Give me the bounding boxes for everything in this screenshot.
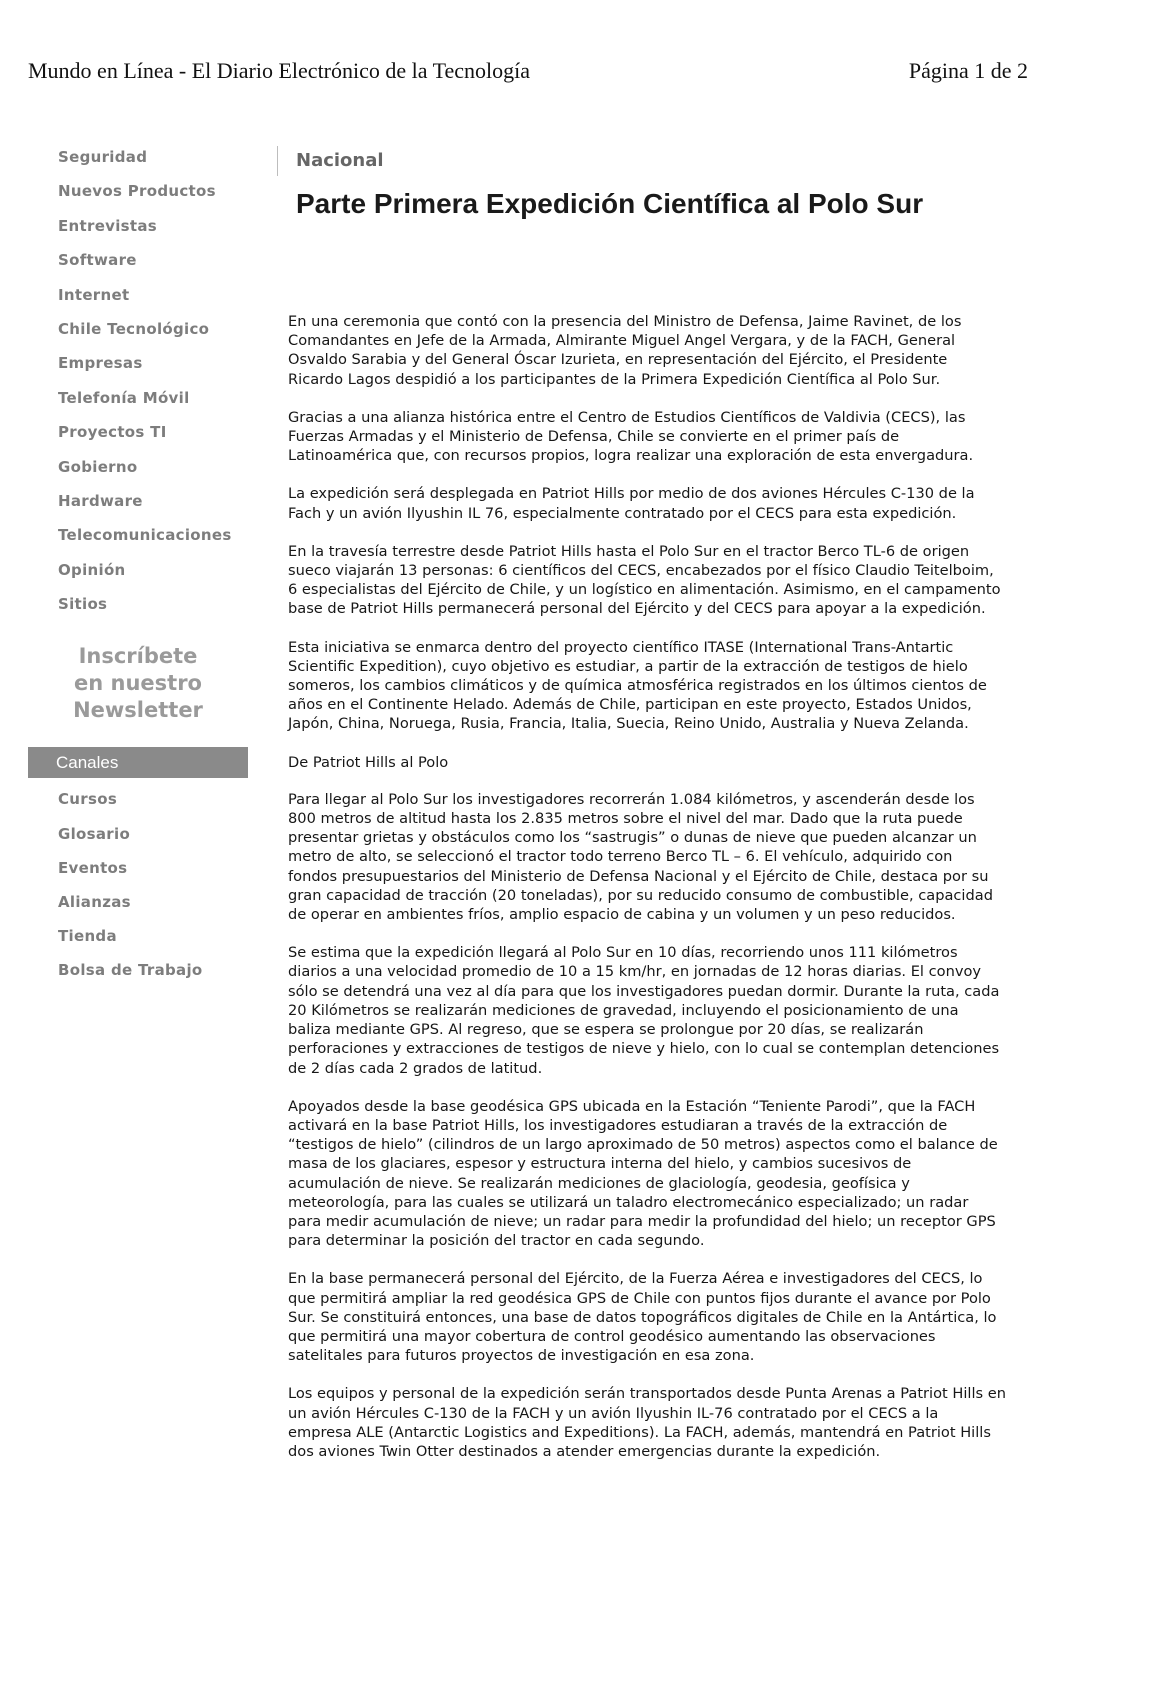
sidebar-item-eventos[interactable]: Eventos [58, 858, 128, 877]
sidebar-item-proyectos-ti[interactable]: Proyectos TI [58, 423, 167, 442]
site-title: Mundo en Línea - El Diario Electrónico de la Tecnología [28, 58, 531, 83]
article-title: Parte Primera Expedición Científica al Polo Sur [296, 188, 924, 219]
sidebar-item-hardware[interactable]: Hardware [58, 491, 143, 510]
channels-heading: Canales [28, 747, 248, 778]
newsletter-line: Newsletter [73, 698, 203, 723]
newsletter-signup-button[interactable] [28, 643, 248, 724]
sidebar-item-opinion[interactable]: Opinión [58, 560, 126, 579]
article-paragraph: Los equipos y personal de la expedición serán transportados desde Punta Arenas a Patriot Hills en un avión Hércules C-130 de la FACH y un avión Ilyushin IL-76 contratado por el CECS a la empresa ALE (Antarctic Logistics and Expeditions). La FACH, además, mantendrá en Patriot Hills dos aviones Twin Otter destinados a atender emergencias durante la expedición. [288, 1385, 1007, 1460]
channels-nav [28, 782, 246, 987]
page-indicator: Página 1 de 2 [908, 58, 1028, 83]
sidebar-item-cursos[interactable]: Cursos [58, 790, 118, 809]
sidebar-item-telefonia-movil[interactable]: Telefonía Móvil [58, 388, 190, 407]
article-paragraph: Esta iniciativa se enmarca dentro del proyecto científico ITASE (International Trans-Antartic Scientific Expedition), cuyo objetivo es estudiar, a partir de la extracción de testigos de hielo someros, los cambios climáticos y de química atmosférica registrados en los últimos cientos de años en el Continente Helado. Además de Chile, participan en este proyecto, Estados Unidos, Japón, China, Noruega, Rusia, Francia, Italia, Suecia, Reino Unido, Australia y Nueva Zelanda. [288, 638, 987, 733]
newsletter-line: Inscríbete [78, 644, 198, 669]
sidebar-item-bolsa-de-trabajo[interactable]: Bolsa de Trabajo [58, 961, 203, 980]
sidebar-item-gobierno[interactable]: Gobierno [58, 457, 138, 476]
article-paragraph: En la travesía terrestre desde Patriot Hills hasta el Polo Sur en el tractor Berco TL-6 de origen sueco viajarán 13 personas: 6 científicos del CECS, encabezados por el físico Claudio Teitelboim, 6 especialistas del Ejército de Chile, y un logístico en alimentación. Asimismo, en el campamento base de Patriot Hills permanecerá personal del Ejército y del CECS para apoyar a la expedición. [288, 542, 1001, 618]
print-header [28, 58, 1028, 84]
sidebar-item-seguridad[interactable]: Seguridad [58, 148, 148, 166]
sidebar-item-nuevos-productos[interactable]: Nuevos Productos [58, 182, 216, 201]
sidebar-item-internet[interactable]: Internet [58, 285, 130, 304]
article-subheading: De Patriot Hills al Polo [288, 753, 449, 771]
sidebar-item-entrevistas[interactable]: Entrevistas [58, 216, 158, 235]
sidebar-item-alianzas[interactable]: Alianzas [58, 893, 131, 912]
article-paragraph: En la base permanecerá personal del Ejército, de la Fuerza Aérea e investigadores del CECS, lo que permitirá ampliar la red geodésica GPS de Chile con puntos fijos durante el avance por Polo Sur. Se constituirá entonces, una base de datos topográficos digitales de Chile en la Antártica, lo que permitirá una mayor cobertura de control geodésico aumentando las observaciones satelitales para futuros proyectos de investigación en esa zona. [288, 1270, 997, 1365]
section-divider [277, 146, 278, 176]
article-section-label: Nacional [296, 150, 384, 171]
sidebar [28, 140, 246, 988]
sidebar-item-chile-tecnologico[interactable]: Chile Tecnológico [58, 319, 210, 338]
sidebar-item-empresas[interactable]: Empresas [58, 354, 143, 373]
sidebar-item-software[interactable]: Software [58, 251, 137, 270]
article-paragraph: Apoyados desde la base geodésica GPS ubicada en la Estación “Teniente Parodi”, que la FACH activará en la base Patriot Hills, los investigadores estudiaran a través de la extracción de “testigos de hielo” (cilindros de un largo aproximado de 50 metros) aspectos como el balance de masa de los glaciares, espesor y estructura interna del hielo, y cambios sucesivos de acumulación de nieve. Se realizarán mediciones de glaciología, geodesia, geofísica y meteorología, para las cuales se utilizará un taladro electromecánico especializado; un radar para medir acumulación de nieve; un radar para medir la profundidad del hielo; un receptor GPS para determinar la posición del tractor en cada segundo. [288, 1097, 998, 1250]
article-paragraph: Se estima que la expedición llegará al Polo Sur en 10 días, recorriendo unos 111 kilómetros diarios a una velocidad promedio de 10 a 15 km/hr, en jornadas de 12 horas diarias. El convoy sólo se detendrá una vez al día para que los investigadores puedan dormir. Durante la ruta, cada 20 Kilómetros se realizarán mediciones de gravedad, incluyendo el posicionamiento de una baliza mediante GPS. Al regreso, que se espera se prolongue por 20 días, se realizarán perforaciones y extracciones de testigos de nieve y hielo, con lo cual se contemplan detenciones de 2 días cada 2 grados de latitud. [288, 944, 1000, 1077]
sidebar-item-tienda[interactable]: Tienda [58, 927, 117, 946]
section-nav [28, 140, 246, 621]
sidebar-item-telecomunicaciones[interactable]: Telecomunicaciones [58, 526, 232, 545]
article-paragraph: Para llegar al Polo Sur los investigadores recorrerán 1.084 kilómetros, y ascenderán desde los 800 metros de altitud hasta los 2.835 metros sobre el nivel del mar. Dado que la ruta puede presentar grietas y obstáculos como los “sastrugis” o dunas de nieve que pueden alcanzar un metro de alto, se seleccionó el tractor todo terreno Berco TL – 6. El vehículo, adquirido con fondos presupuestarios del Ministerio de Defensa Nacional y el Ejército de Chile, destaca por su gran capacidad de tracción (20 toneladas), por su reducido consumo de combustible, capacidad de operar en ambientes fríos, amplio espacio de cabina y un volumen y un peso reducidos. [288, 790, 993, 924]
newsletter-line: en nuestro [74, 671, 202, 696]
article-paragraph: En una ceremonia que contó con la presencia del Ministro de Defensa, Jaime Ravinet, de los Comandantes en Jefe de la Armada, Almirante Miguel Angel Vergara, y de la FACH, General Osvaldo Sarabia y del General Óscar Izurieta, en representación del Ejército, el Presidente Ricardo Lagos despidió a los participantes de la Primera Expedición Científica al Polo Sur. [288, 313, 962, 388]
sidebar-item-glosario[interactable]: Glosario [58, 824, 131, 843]
sidebar-item-sitios[interactable]: Sitios [58, 595, 108, 614]
article-body [288, 312, 1006, 1480]
article-paragraph: La expedición será desplegada en Patriot Hills por medio de dos aviones Hércules C-130 de la Fach y un avión Ilyushin IL 76, especialmente contratado por el CECS para esta expedición. [288, 485, 975, 522]
article-paragraph: Gracias a una alianza histórica entre el Centro de Estudios Científicos de Valdivia (CECS), las Fuerzas Armadas y el Ministerio de Defensa, Chile se convierte en el primer país de Latinoamérica que, con recursos propios, logra realizar una exploración de esta envergadura. [288, 408, 974, 465]
